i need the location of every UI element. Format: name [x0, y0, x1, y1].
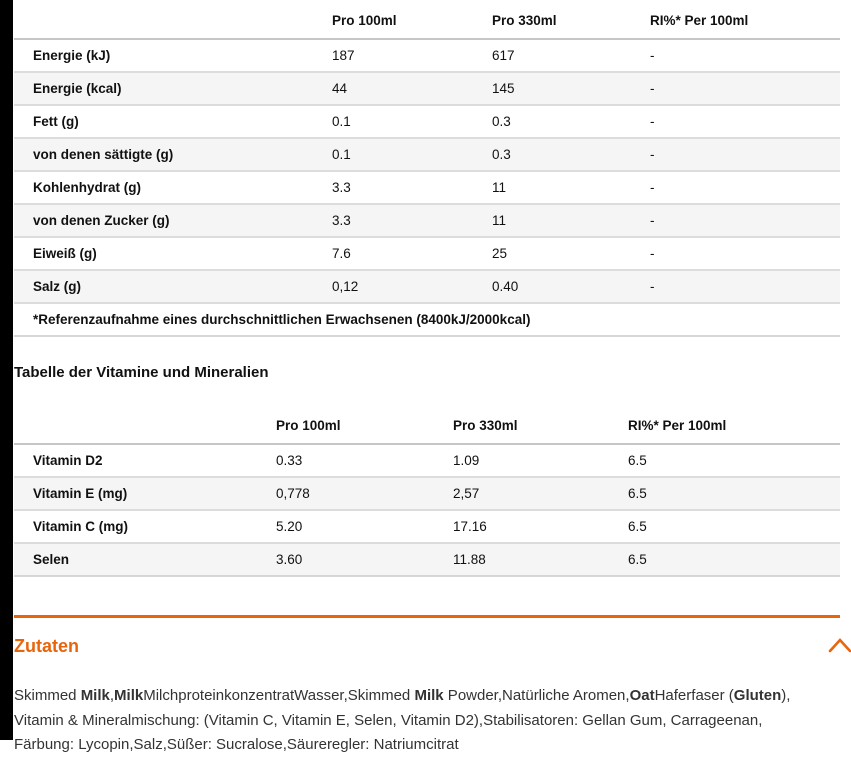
ingredients-text — [14, 684, 840, 758]
value-ri-percent: - — [650, 81, 655, 96]
zutaten-section — [14, 615, 840, 758]
row-label: Vitamin E (mg) — [33, 486, 128, 501]
row-label: Selen — [33, 552, 70, 567]
vitamins-table-head — [14, 405, 840, 444]
chevron-up-icon[interactable] — [829, 638, 851, 657]
column-header-pro-100ml: Pro 100ml — [276, 405, 453, 444]
value-per-100ml: 5.20 — [276, 519, 303, 534]
ingredient-emphasis: Milk — [414, 687, 444, 704]
header-row — [14, 405, 840, 444]
row-label: Fett (g) — [33, 114, 79, 129]
value-ri-percent: - — [650, 48, 655, 63]
table-row — [14, 237, 840, 270]
value-per-100ml: 3.60 — [276, 552, 303, 567]
nutrition-table-foot — [14, 303, 840, 336]
value-per-100ml: 7.6 — [332, 246, 351, 261]
table-row — [14, 510, 840, 543]
ingredient-emphasis: Milk — [80, 687, 110, 704]
value-per-100ml: 3.3 — [332, 180, 351, 195]
value-ri-percent: - — [650, 213, 655, 228]
value-per-330ml: 0.40 — [492, 279, 519, 294]
column-header-empty — [14, 405, 276, 444]
ingredient-text: Haferfaser ( — [654, 687, 734, 704]
ingredient-text: ), — [781, 687, 791, 704]
value-per-330ml: 0.3 — [492, 114, 511, 129]
value-per-100ml: 0.1 — [332, 147, 351, 162]
row-label: Energie (kJ) — [33, 48, 111, 63]
column-header-pro-330ml: Pro 330ml — [453, 405, 628, 444]
column-header-ri-percent: RI%* Per 100ml — [650, 0, 840, 39]
value-ri-percent: 6.5 — [628, 453, 647, 468]
vitamins-minerals-table — [14, 405, 840, 577]
nutrition-table — [14, 0, 840, 337]
ingredient-emphasis: Milk — [114, 687, 144, 704]
value-per-330ml: 617 — [492, 48, 515, 63]
table-row — [14, 204, 840, 237]
ingredients-line — [14, 684, 840, 709]
value-ri-percent: 6.5 — [628, 519, 647, 534]
page-content — [14, 0, 840, 758]
ingredient-text: Färbung: Lycopin,Salz,Süßer: Sucralose,Säureregler: Natriumcitrat — [14, 736, 459, 753]
row-label: Vitamin D2 — [33, 453, 103, 468]
value-per-330ml: 11 — [492, 213, 507, 228]
table-row — [14, 171, 840, 204]
value-per-330ml: 2,57 — [453, 486, 480, 501]
value-per-330ml: 11 — [492, 180, 507, 195]
column-header-pro-330ml: Pro 330ml — [492, 0, 650, 39]
value-per-330ml: 1.09 — [453, 453, 480, 468]
value-per-100ml: 0.33 — [276, 453, 303, 468]
value-per-100ml: 187 — [332, 48, 355, 63]
table-row — [14, 39, 840, 72]
value-per-330ml: 0.3 — [492, 147, 511, 162]
value-per-100ml: 3.3 — [332, 213, 351, 228]
value-per-100ml: 0.1 — [332, 114, 351, 129]
value-ri-percent: 6.5 — [628, 552, 647, 567]
row-label: Vitamin C (mg) — [33, 519, 129, 534]
table-row — [14, 477, 840, 510]
value-per-100ml: 0,12 — [332, 279, 359, 294]
value-per-100ml: 44 — [332, 81, 348, 96]
column-header-ri-percent: RI%* Per 100ml — [628, 405, 840, 444]
row-label: von denen sättigte (g) — [33, 147, 174, 162]
zutaten-title: Zutaten — [14, 636, 79, 656]
row-label: Salz (g) — [33, 279, 82, 294]
value-ri-percent: - — [650, 279, 655, 294]
table-row — [14, 543, 840, 576]
value-ri-percent: - — [650, 180, 655, 195]
nutrition-table-head — [14, 0, 840, 39]
value-ri-percent: - — [650, 114, 655, 129]
ingredient-text: Skimmed — [14, 687, 81, 704]
footnote-row — [14, 303, 840, 336]
row-label: Kohlenhydrat (g) — [33, 180, 141, 195]
left-edge-bar — [0, 0, 13, 740]
column-header-empty — [14, 0, 332, 39]
value-ri-percent: - — [650, 246, 655, 261]
zutaten-accordion-header[interactable] — [14, 637, 840, 657]
ingredient-text: , — [109, 687, 115, 704]
vitamins-section-heading: Tabelle der Vitamine und Mineralien — [14, 364, 269, 381]
table-row — [14, 105, 840, 138]
value-per-330ml: 25 — [492, 246, 508, 261]
value-per-330ml: 145 — [492, 81, 515, 96]
row-label: Eiweiß (g) — [33, 246, 97, 261]
nutrition-table-body — [14, 39, 840, 303]
table-row — [14, 444, 840, 477]
value-per-100ml: 0,778 — [276, 486, 310, 501]
header-row — [14, 0, 840, 39]
value-ri-percent: - — [650, 147, 655, 162]
row-label: von denen Zucker (g) — [33, 213, 170, 228]
ingredient-text: MilchproteinkonzentratWasser,Skimmed — [143, 687, 415, 704]
value-ri-percent: 6.5 — [628, 486, 647, 501]
ingredients-line — [14, 733, 840, 758]
ingredient-emphasis: Gluten — [733, 687, 782, 704]
ingredient-text: Powder,Natürliche Aromen, — [443, 687, 630, 704]
ingredient-text: Vitamin & Mineralmischung: (Vitamin C, Vitamin E, Selen, Vitamin D2),Stabilisatoren: Gellan Gum, Carrageenan, — [14, 711, 763, 729]
table-row — [14, 270, 840, 303]
ingredient-emphasis: Oat — [629, 687, 655, 704]
ingredients-line — [14, 709, 840, 734]
vitamins-table-body — [14, 444, 840, 576]
row-label: Energie (kcal) — [33, 81, 122, 96]
value-per-330ml: 17.16 — [453, 519, 487, 534]
table-row — [14, 72, 840, 105]
reference-intake-footnote: *Referenzaufnahme eines durchschnittlichen Erwachsenen (8400kJ/2000kcal) — [14, 303, 840, 336]
column-header-pro-100ml: Pro 100ml — [332, 0, 492, 39]
table-row — [14, 138, 840, 171]
value-per-330ml: 11.88 — [453, 552, 486, 567]
